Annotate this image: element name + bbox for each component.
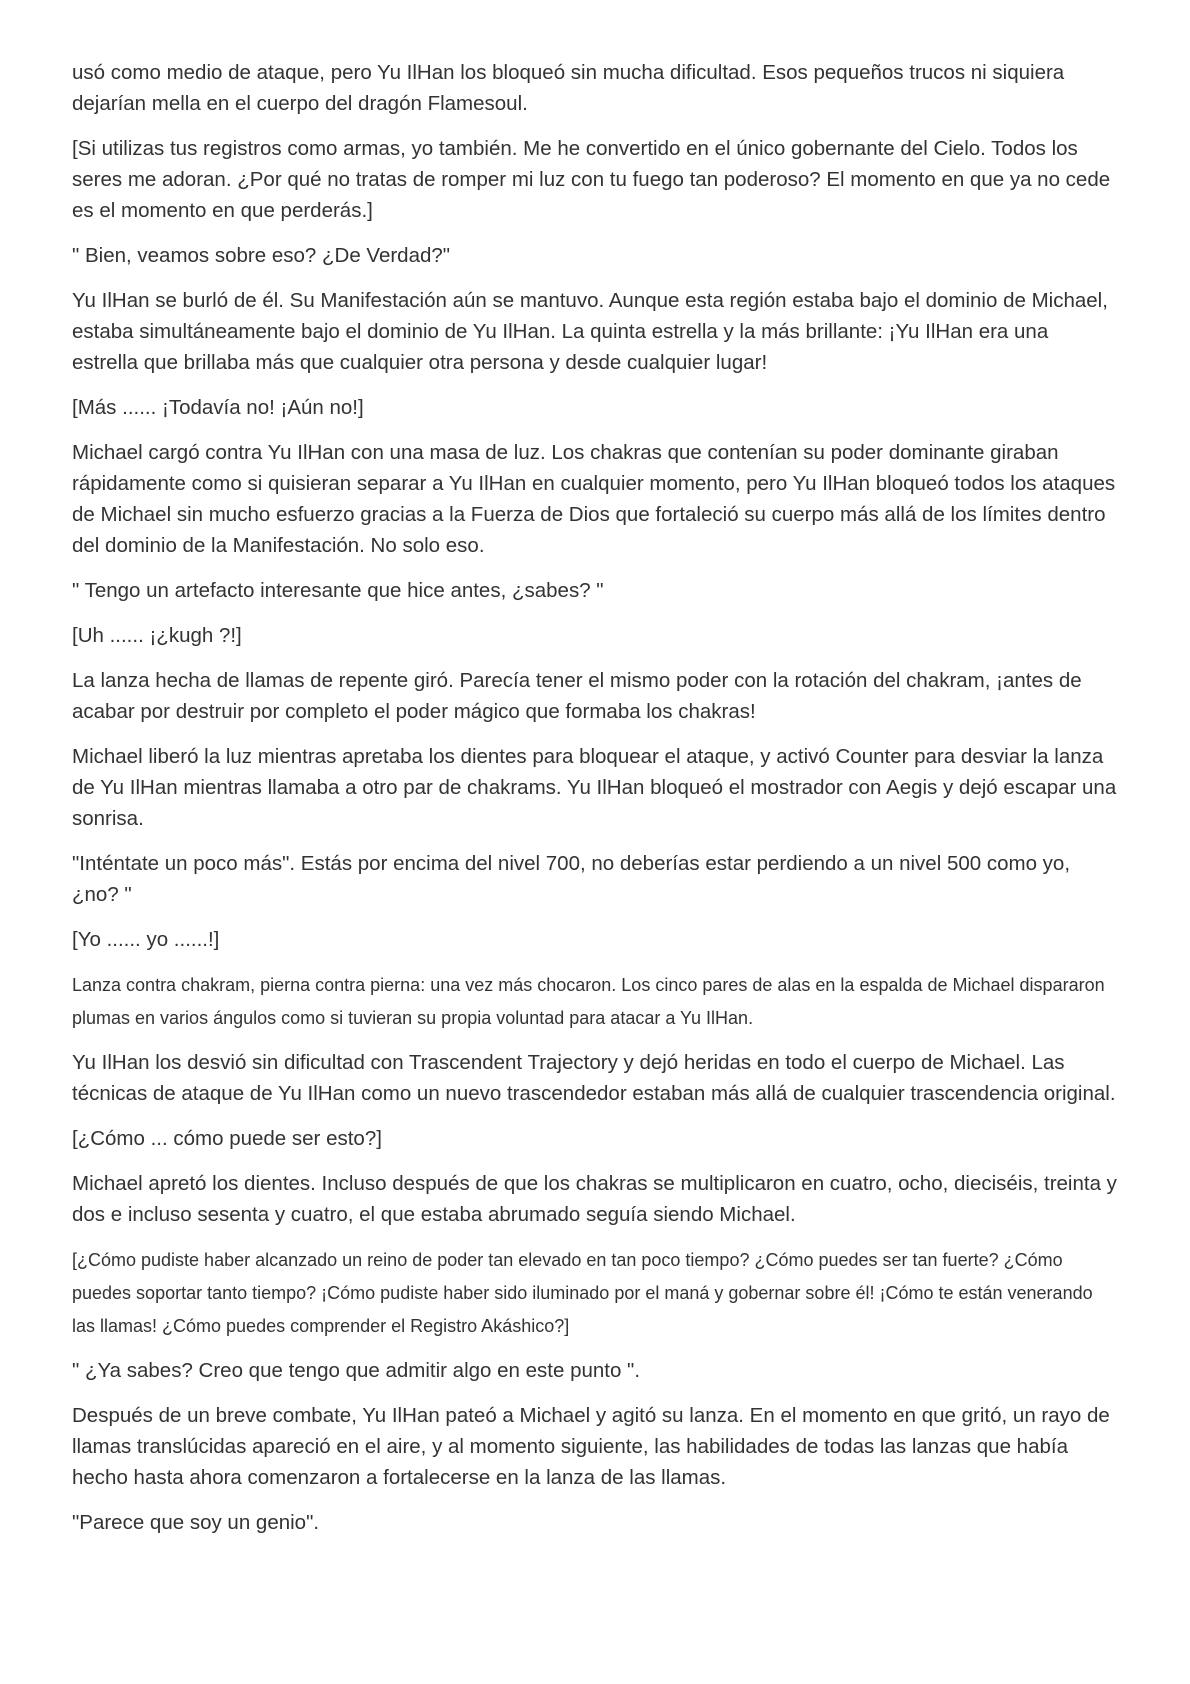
paragraph-12: [Yo ...... yo ......!] <box>72 928 220 951</box>
paragraph-14: Yu IlHan los desvió sin dificultad con Trascendent Trajectory y dejó heridas en todo el cuerpo de Michael. Las técnicas de ataque de Yu IlHan como un nuevo trascendedor estaban más allá de cualquier trascendencia original. <box>72 1051 1116 1105</box>
paragraph-8: [Uh ...... ¡¿kugh ?!] <box>72 624 242 647</box>
paragraph-11: "Inténtate un poco más". Estás por encima del nivel 700, no deberías estar perdiendo a un nivel 500 como yo, ¿no? " <box>72 852 1071 906</box>
paragraph-19: Después de un breve combate, Yu IlHan pateó a Michael y agitó su lanza. En el momento en que gritó, un rayo de llamas translúcidas apareció en el aire, y al momento siguiente, las habilidades de todas las lanzas que había hecho hasta ahora comenzaron a fortalecerse en la lanza de las llamas. <box>72 1404 1110 1489</box>
paragraph-18: " ¿Ya sabes? Creo que tengo que admitir algo en este punto ". <box>72 1359 641 1382</box>
paragraph-20: "Parece que soy un genio". <box>72 1511 320 1534</box>
paragraph-4: Yu IlHan se burló de él. Su Manifestación aún se mantuvo. Aunque esta región estaba bajo el dominio de Michael, estaba simultáneamente bajo el dominio de Yu IlHan. La quinta estrella y la más brillante: ¡Yu IlHan era una estrella que brillaba más que cualquier otra persona y desde cualquier lugar! <box>72 289 1108 374</box>
paragraph-7: " Tengo un artefacto interesante que hice antes, ¿sabes? " <box>72 579 604 602</box>
document-page <box>72 57 1118 1552</box>
paragraph-2: [Si utilizas tus registros como armas, yo también. Me he convertido en el único gobernante del Cielo. Todos los seres me adoran. ¿Por qué no tratas de romper mi luz con tu fuego tan poderoso? El momento en que ya no cede es el momento en que perderás.] <box>72 137 1111 222</box>
paragraph-13: Lanza contra chakram, pierna contra pierna: una vez más chocaron. Los cinco pares de alas en la espalda de Michael dispararon plumas en varios ángulos como si tuvieran su propia voluntad para atacar a Yu IlHan. <box>72 975 1105 1028</box>
paragraph-3: " Bien, veamos sobre eso? ¿De Verdad?" <box>72 244 451 267</box>
paragraph-15: [¿Cómo ... cómo puede ser esto?] <box>72 1127 382 1150</box>
paragraph-1: usó como medio de ataque, pero Yu IlHan los bloqueó sin mucha dificultad. Esos pequeños trucos ni siquiera dejarían mella en el cuerpo del dragón Flamesoul. <box>72 61 1065 115</box>
paragraph-17: [¿Cómo pudiste haber alcanzado un reino de poder tan elevado en tan poco tiempo? ¿Cómo puedes ser tan fuerte? ¿Cómo puedes soportar tanto tiempo? ¡Cómo pudiste haber sido iluminado por el maná y gobernar sobre él! ¡Cómo te están venerando las llamas! ¿Cómo puedes comprender el Registro Akáshico?] <box>72 1250 1093 1336</box>
paragraph-5: [Más ...... ¡Todavía no! ¡Aún no!] <box>72 396 364 419</box>
paragraph-9: La lanza hecha de llamas de repente giró. Parecía tener el mismo poder con la rotación del chakram, ¡antes de acabar por destruir por completo el poder mágico que formaba los chakras! <box>72 669 1082 723</box>
paragraph-6: Michael cargó contra Yu IlHan con una masa de luz. Los chakras que contenían su poder dominante giraban rápidamente como si quisieran separar a Yu IlHan en cualquier momento, pero Yu IlHan bloqueó todos los ataques de Michael sin mucho esfuerzo gracias a la Fuerza de Dios que fortaleció su cuerpo más allá de los límites dentro del dominio de la Manifestación. No solo eso. <box>72 441 1116 557</box>
paragraph-10: Michael liberó la luz mientras apretaba los dientes para bloquear el ataque, y activó Counter para desviar la lanza de Yu IlHan mientras llamaba a otro par de chakrams. Yu IlHan bloqueó el mostrador con Aegis y dejó escapar una sonrisa. <box>72 745 1117 830</box>
paragraph-16: Michael apretó los dientes. Incluso después de que los chakras se multiplicaron en cuatro, ocho, dieciséis, treinta y dos e incluso sesenta y cuatro, el que estaba abrumado seguía siendo Michael. <box>72 1172 1117 1226</box>
